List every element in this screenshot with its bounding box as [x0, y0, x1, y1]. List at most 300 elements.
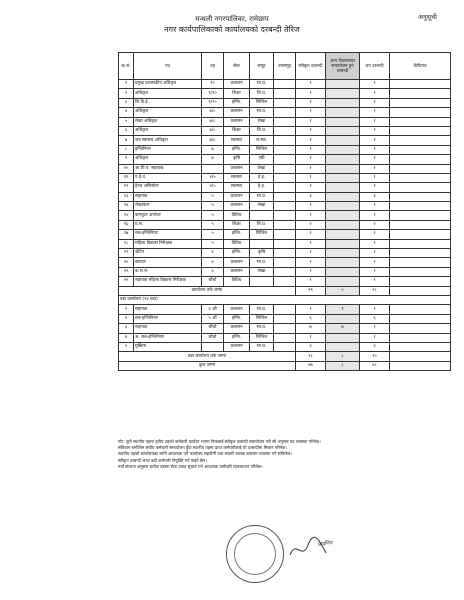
table-cell: १: [360, 239, 390, 248]
staffing-table: [118, 52, 451, 371]
table-cell: [274, 314, 296, 323]
table-cell: सिभिल: [250, 98, 274, 107]
table-cell: [274, 155, 296, 164]
table-cell: शि.प्र.: [250, 126, 274, 135]
table-row: [119, 89, 451, 98]
table-cell: १: [296, 145, 326, 154]
table-cell: सा.प्र.: [250, 324, 274, 333]
table-cell: ४: [119, 333, 134, 342]
table-cell: [390, 342, 451, 351]
table-cell: सहायक: [134, 324, 202, 333]
table-cell: १: [360, 98, 390, 107]
table-cell: [390, 239, 451, 248]
table-cell: [326, 202, 360, 211]
table-cell: शि.प्र.: [250, 89, 274, 98]
summary-sanctioned: २८: [296, 352, 326, 361]
table-cell: लेखा: [250, 267, 274, 276]
table-cell: आ.पि.प. सहायक: [134, 164, 202, 173]
table-cell: सा.प्र.: [250, 80, 274, 89]
table-cell: १: [360, 183, 390, 192]
table-cell: सिभिल: [250, 333, 274, 342]
table-cell: [326, 108, 360, 117]
table-cell: [274, 305, 296, 314]
col-header: समूह: [250, 53, 274, 80]
table-cell: [326, 136, 360, 145]
table-cell: [390, 230, 451, 239]
table-cell: [326, 333, 360, 342]
table-cell: ४/५: [202, 173, 224, 182]
table-cell: [274, 277, 296, 286]
table-cell: ३: [119, 98, 134, 107]
table-cell: ५: [202, 220, 224, 229]
table-cell: ३: [360, 192, 390, 201]
table-cell: [326, 192, 360, 201]
table-cell: ७: [296, 324, 326, 333]
table-cell: [390, 117, 451, 126]
table-cell: खरदार: [134, 258, 202, 267]
table-cell: सिभिल: [250, 230, 274, 239]
table-cell: इन्जि.: [224, 145, 250, 154]
table-cell: [274, 164, 296, 173]
table-cell: ४ औं: [202, 305, 224, 314]
table-cell: १: [296, 277, 326, 286]
table-cell: सहायक: [134, 192, 202, 201]
table-cell: [326, 183, 360, 192]
table-cell: १: [360, 211, 390, 220]
table-cell: ७/८: [202, 126, 224, 135]
summary-label: वडा कार्यालय तर्फ जम्मा: [119, 352, 296, 361]
table-cell: अधिकृत: [134, 155, 202, 164]
table-cell: [326, 277, 360, 286]
table-cell: [274, 183, 296, 192]
table-row: [119, 80, 451, 89]
table-row: [119, 126, 451, 135]
table-cell: [390, 108, 451, 117]
table-cell: [202, 164, 224, 173]
table-cell: १: [296, 155, 326, 164]
table-cell: [326, 173, 360, 182]
table-cell: लेखा: [250, 164, 274, 173]
table-cell: [274, 98, 296, 107]
table-cell: [326, 117, 360, 126]
table-cell: ७: [202, 145, 224, 154]
table-row: [119, 108, 451, 117]
table-cell: कृषि: [224, 155, 250, 164]
summary-adjusted: ८: [326, 352, 360, 361]
table-cell: [390, 314, 451, 323]
table-cell: [390, 258, 451, 267]
table-cell: प्रशासन: [224, 305, 250, 314]
table-cell: १: [360, 155, 390, 164]
table-row: [119, 183, 451, 192]
table-cell: प्रमुख प्रशासकीय अधिकृत: [134, 80, 202, 89]
table-cell: ६: [119, 126, 134, 135]
table-cell: [274, 230, 296, 239]
table-cell: [390, 202, 451, 211]
table-cell: प्रशासन: [224, 342, 250, 351]
table-cell: ४/५: [202, 183, 224, 192]
table-cell: [390, 145, 451, 154]
summary-label: कार्यालय तर्फ जम्मा: [119, 286, 296, 295]
table-cell: १: [360, 324, 390, 333]
table-cell: १: [296, 239, 326, 248]
table-cell: सि.डि.ई.: [134, 98, 202, 107]
table-cell: [274, 202, 296, 211]
table-cell: १: [296, 305, 326, 314]
table-cell: सा.प्र.: [250, 192, 274, 201]
table-cell: ६: [296, 314, 326, 323]
col-header: सेवा: [224, 53, 250, 80]
table-cell: १: [360, 202, 390, 211]
office-name: मन्थली नगरपालिका, रामेछाप: [195, 15, 269, 23]
table-cell: सहायक महिला विकास निरीक्षक: [134, 277, 202, 286]
table-header-row: [119, 53, 451, 80]
table-row: [119, 333, 451, 342]
table-cell: ८: [119, 145, 134, 154]
table-cell: लेखा अधिकृत: [134, 117, 202, 126]
table-cell: [326, 342, 360, 351]
table-cell: [390, 324, 451, 333]
table-cell: इन्जि.: [224, 98, 250, 107]
table-cell: २०: [119, 258, 134, 267]
table-cell: १: [360, 89, 390, 98]
table-cell: [390, 80, 451, 89]
table-cell: शिक्षा: [224, 220, 250, 229]
table-cell: ४: [119, 108, 134, 117]
table-cell: २२: [119, 277, 134, 286]
table-row: [119, 220, 451, 229]
table-cell: कृषि: [250, 249, 274, 258]
table-cell: हे.इ.: [250, 183, 274, 192]
col-header: क.सं.: [119, 53, 134, 80]
table-cell: ३: [296, 192, 326, 201]
table-cell: [326, 155, 360, 164]
table-cell: १६: [119, 220, 134, 229]
table-cell: [326, 249, 360, 258]
table-cell: [274, 220, 296, 229]
table-cell: [326, 267, 360, 276]
table-cell: [250, 239, 274, 248]
table-cell: स्वास्थ्य: [224, 136, 250, 145]
table-cell: १३: [119, 192, 134, 201]
table-cell: २: [119, 89, 134, 98]
table-row: [119, 136, 451, 145]
office-seal: [226, 525, 284, 583]
table-cell: [274, 211, 296, 220]
table-cell: [274, 342, 296, 351]
table-cell: १९: [119, 249, 134, 258]
table-cell: शि.प्र.: [250, 220, 274, 229]
table-cell: १: [119, 305, 134, 314]
table-cell: [250, 211, 274, 220]
note-line: स्वीकृत दरबन्दी भन्दा बढी कर्मचारी नियुक्ति गर्न पाइने छैन।: [118, 457, 207, 463]
table-row: [119, 267, 451, 276]
table-cell: [390, 192, 451, 201]
table-cell: महिला विकास निरीक्षक: [134, 239, 202, 248]
table-cell: १: [360, 249, 390, 258]
table-cell: हेल्थ असिस्टेन्ट: [134, 183, 202, 192]
annex-label: अनुसूची: [418, 13, 437, 21]
table-row: [119, 211, 451, 220]
table-cell: ४: [360, 342, 390, 351]
table-cell: १: [119, 80, 134, 89]
table-row: [119, 277, 451, 286]
table-cell: १: [326, 305, 360, 314]
table-cell: १: [360, 136, 390, 145]
table-cell: इन्जि.: [224, 249, 250, 258]
table-cell: ५ औं: [202, 314, 224, 323]
note-line: नयाँ संरचना अनुसार प्रत्येक वडामा सेवा प्रवाह सुचारु गर्न आवश्यक कर्मचारी व्यवस्थापन गरिनेछ।: [118, 463, 263, 469]
table-cell: ७: [119, 136, 134, 145]
table-cell: १: [360, 277, 390, 286]
table-cell: १: [296, 80, 326, 89]
col-header: कैफियत: [390, 53, 451, 80]
table-cell: [274, 173, 296, 182]
table-cell: १: [296, 108, 326, 117]
table-cell: [274, 89, 296, 98]
table-cell: [326, 145, 360, 154]
table-cell: अधिकृत: [134, 89, 202, 98]
table-cell: १: [360, 117, 390, 126]
table-row: [119, 258, 451, 267]
note-line: नोट: कुनै स्थानीय तहमा तृतीय तहको कर्मचारी कार्यरत भएमा निजलाई स्वीकृत दरबन्दी समायोजन गरी सो अनुसार पद व्यवस्था गरिनेछ।: [118, 439, 321, 444]
table-cell: १: [296, 136, 326, 145]
table-cell: चौथो: [202, 277, 224, 286]
table-cell: अ. सब-इन्जिनियर: [134, 333, 202, 342]
table-cell: [390, 220, 451, 229]
table-cell: [326, 89, 360, 98]
table-cell: १०: [119, 164, 134, 173]
table-cell: ७/८: [202, 117, 224, 126]
summary-adjusted: ०: [326, 286, 360, 295]
table-cell: [274, 324, 296, 333]
table-cell: ५: [119, 117, 134, 126]
table-cell: १: [360, 258, 390, 267]
table-cell: १: [296, 98, 326, 107]
table-cell: ५: [202, 192, 224, 201]
table-cell: १७: [119, 230, 134, 239]
table-cell: १: [360, 164, 390, 173]
table-row: [119, 98, 451, 107]
table-cell: सब-इन्जिनियर: [134, 314, 202, 323]
col-header: थप दरबन्दी: [360, 53, 390, 80]
table-cell: प्रशासन: [224, 202, 250, 211]
table-cell: १: [360, 267, 390, 276]
table-cell: १: [296, 164, 326, 173]
table-cell: [390, 155, 451, 164]
table-cell: १: [296, 333, 326, 342]
table-cell: प्रशासन: [224, 117, 250, 126]
summary-additional: २८: [360, 286, 390, 295]
table-cell: ५: [202, 202, 224, 211]
col-header: स्वीकृत दरबन्दी: [296, 53, 326, 80]
table-cell: [390, 305, 451, 314]
table-cell: ७/८: [202, 108, 224, 117]
table-cell: १२: [119, 183, 134, 192]
table-cell: जन स्वास्थ्य अधिकृत: [134, 136, 202, 145]
notes-section: [118, 439, 450, 470]
table-cell: स्वास्थ्य: [224, 183, 250, 192]
table-cell: चौथो: [202, 333, 224, 342]
table-row: [119, 342, 451, 351]
table-cell: [390, 267, 451, 276]
table-cell: सिभिल: [250, 145, 274, 154]
note-line: स्थानीय तहको कार्यालयका लागि आवश्यक पर्ने कार्यालय सहयोगी तथा सवारी चालक करारमा व्यवस्था गर्न सकिनेछ।: [118, 451, 292, 457]
summary-remarks: [390, 286, 451, 295]
table-cell: २१: [119, 267, 134, 276]
signature-mark: [288, 535, 328, 563]
table-body: [119, 80, 451, 371]
table-cell: [274, 126, 296, 135]
table-cell: १०: [202, 80, 224, 89]
section-title: वडा कार्यालय (१४ वडा): [119, 295, 451, 304]
table-row: [119, 239, 451, 248]
table-cell: १४: [119, 202, 134, 211]
approval-stamp: प्रमाणित: [317, 539, 334, 549]
table-cell: [274, 249, 296, 258]
table-cell: [390, 136, 451, 145]
table-cell: [274, 136, 296, 145]
table-cell: १८: [119, 239, 134, 248]
table-cell: २: [296, 220, 326, 229]
table-cell: १: [296, 126, 326, 135]
table-cell: [250, 277, 274, 286]
table-cell: ५: [119, 342, 134, 351]
table-cell: [390, 89, 451, 98]
table-cell: शिक्षा: [224, 126, 250, 135]
table-cell: १: [296, 173, 326, 182]
section-title-row: [119, 295, 451, 304]
table-cell: [326, 230, 360, 239]
table-cell: १: [296, 211, 326, 220]
table-cell: २: [360, 220, 390, 229]
table-cell: ए.हे.व.: [134, 173, 202, 182]
table-cell: १: [360, 305, 390, 314]
table-cell: [326, 239, 360, 248]
document-title: नगर कार्यपालिकाको कार्यालयको दरबन्दी तेरिज: [164, 25, 300, 34]
table-cell: सा.प्र.: [250, 108, 274, 117]
summary-sanctioned: ४७: [296, 361, 326, 370]
subtotal-row: [119, 352, 451, 361]
table-cell: अधिकृत: [134, 126, 202, 135]
table-cell: सब-इन्जिनियर: [134, 230, 202, 239]
table-cell: १: [296, 89, 326, 98]
table-cell: सिभिल: [250, 314, 274, 323]
table-cell: ४: [202, 258, 224, 267]
col-header: उपसमूह: [274, 53, 296, 80]
table-cell: ७/८: [202, 136, 224, 145]
table-cell: प्रशासन: [224, 164, 250, 173]
table-row: [119, 145, 451, 154]
table-cell: स्वास्थ्य: [224, 173, 250, 182]
table-cell: [390, 173, 451, 182]
table-cell: [390, 211, 451, 220]
table-cell: ९/१०: [202, 98, 224, 107]
table-cell: एग्री: [250, 155, 274, 164]
table-cell: प्रशासन: [224, 80, 250, 89]
table-cell: [326, 220, 360, 229]
table-cell: [274, 80, 296, 89]
table-cell: ३: [119, 324, 134, 333]
table-cell: मुखिया: [134, 342, 202, 351]
table-cell: [274, 117, 296, 126]
table-cell: ४: [296, 342, 326, 351]
table-cell: १: [360, 80, 390, 89]
table-cell: [326, 126, 360, 135]
summary-additional: ४८: [360, 361, 390, 370]
table-cell: १: [360, 173, 390, 182]
table-cell: ज.स्वा.: [250, 136, 274, 145]
table-cell: [390, 164, 451, 173]
subtotal-row: [119, 286, 451, 295]
table-cell: लेखापाल: [134, 202, 202, 211]
table-cell: [390, 126, 451, 135]
table-row: [119, 173, 451, 182]
table-cell: [274, 239, 296, 248]
table-row: [119, 202, 451, 211]
table-cell: २: [360, 230, 390, 239]
table-row: [119, 117, 451, 126]
table-cell: प्र.स.: [134, 220, 202, 229]
table-cell: अधिकृत: [134, 108, 202, 117]
summary-adjusted: ८: [326, 361, 360, 370]
table-cell: जेटिए: [134, 249, 202, 258]
table-cell: [390, 277, 451, 286]
table-cell: [274, 108, 296, 117]
table-cell: २: [296, 230, 326, 239]
table-cell: [274, 267, 296, 276]
table-row: [119, 249, 451, 258]
table-cell: ४: [202, 249, 224, 258]
table-row: [119, 314, 451, 323]
table-cell: चौथो: [202, 324, 224, 333]
table-cell: इन्जि.: [224, 314, 250, 323]
summary-remarks: [390, 361, 451, 370]
table-cell: इन्जिनियर: [134, 145, 202, 154]
table-cell: प्रशासन: [224, 258, 250, 267]
summary-sanctioned: २९: [296, 286, 326, 295]
table-cell: सा.प्र.: [250, 258, 274, 267]
table-cell: १: [296, 267, 326, 276]
grand-total-row: [119, 361, 451, 370]
table-row: [119, 324, 451, 333]
table-cell: लेखा: [250, 117, 274, 126]
table-cell: सा.प्र.: [250, 305, 274, 314]
table-cell: [326, 258, 360, 267]
table-cell: प्रशासन: [224, 108, 250, 117]
note-line: संविधान बमोजिम संघीय कर्मचारी समायोजन हुँदा स्थानीय तहमा प्राप्त कर्मचारीलाई यो दरबन्दीमा मिलान गरिनेछ।: [118, 445, 287, 451]
table-cell: १: [296, 117, 326, 126]
table-cell: हे.इ.: [250, 173, 274, 182]
table-row: [119, 192, 451, 201]
table-cell: विविध: [224, 277, 250, 286]
table-cell: [274, 258, 296, 267]
table-cell: १५: [119, 211, 134, 220]
table-cell: ७: [326, 324, 360, 333]
summary-additional: २०: [360, 352, 390, 361]
table-cell: सा.प्र.: [250, 342, 274, 351]
table-cell: [274, 145, 296, 154]
table-cell: [390, 333, 451, 342]
table-cell: [326, 80, 360, 89]
table-cell: [326, 164, 360, 173]
table-cell: कम्प्युटर अपरेटर: [134, 211, 202, 220]
table-cell: ५: [202, 230, 224, 239]
table-cell: [274, 333, 296, 342]
table-cell: [326, 98, 360, 107]
table-cell: ५: [202, 211, 224, 220]
table-cell: [390, 183, 451, 192]
